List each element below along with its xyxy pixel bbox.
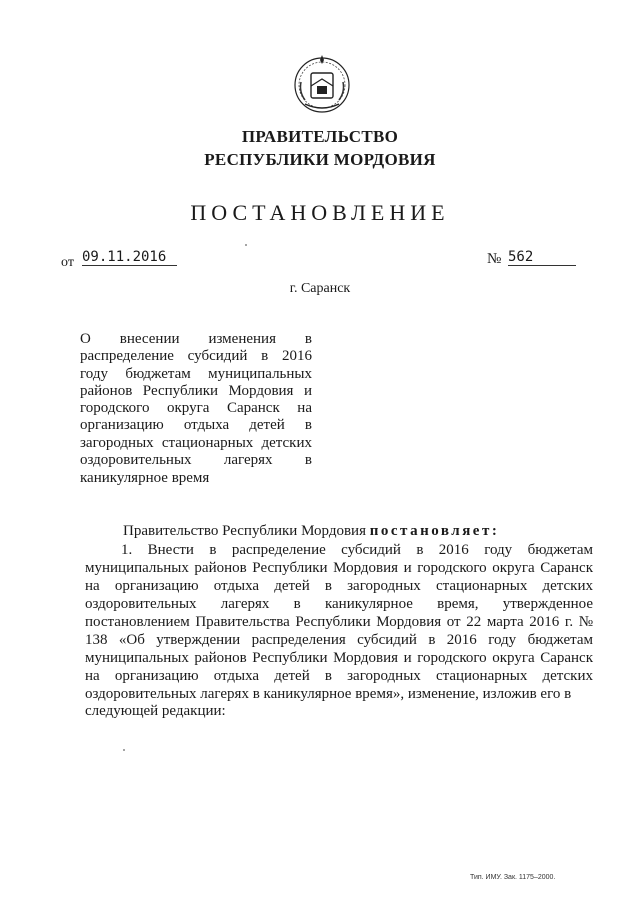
intro-text: Правительство Республики Мордовия xyxy=(123,523,366,539)
document-date: 09.11.2016 xyxy=(82,249,177,266)
city-label: г. Саранск xyxy=(289,281,351,296)
document-number: 562 xyxy=(508,249,576,266)
number-prefix: № xyxy=(487,251,502,267)
document-type-title: ПОСТАНОВЛЕНИЕ xyxy=(190,200,450,225)
body-paragraph-1 xyxy=(85,541,593,703)
intro-line xyxy=(123,523,499,540)
body-paragraph-1-text: 1. Внести в распределение субсидий в 2016 году бюджетам муниципальных районов Республики Мордовия и городского округа Саранск на организацию отдыха детей в загородных стационарных детских оздоровительных лагерях в каникулярное время, утвержденное постановлением Правительства Республики Мордовия от 22 марта 2016 г. № 138 «Об утверждении распределения субсидий в 2016 году бюджетам муниципальных районов Республики Мордовия и городского округа Саранск на организацию отдыха детей в загородных стационарных детских оздоровительных лагерях в каникулярное время», изменение, изложив его в xyxy=(85,542,593,702)
date-prefix: от xyxy=(61,255,74,270)
document-subject-last-line: каникулярное время xyxy=(80,470,210,486)
document-subject: О внесении изменения в распределение субсидий в 2016 году бюджетам муниципальных районов Республики Мордовия и городского округа Саранск на организацию отдыха детей в загородных стационарных детских оздоровительных лагерях в xyxy=(80,331,312,469)
scan-speck xyxy=(245,244,247,246)
scan-speck xyxy=(123,749,125,751)
intro-emphasis: постановляет: xyxy=(369,523,500,539)
print-info: Тип. ИМУ. Зак. 1175–2000. xyxy=(470,874,556,881)
government-title-line1: ПРАВИТЕЛЬСТВО xyxy=(241,127,399,146)
government-title-line2: РЕСПУБЛИКИ МОРДОВИЯ xyxy=(204,150,436,169)
coat-of-arms-icon xyxy=(291,52,353,114)
body-paragraph-1-last-line: следующей редакции: xyxy=(85,703,226,719)
